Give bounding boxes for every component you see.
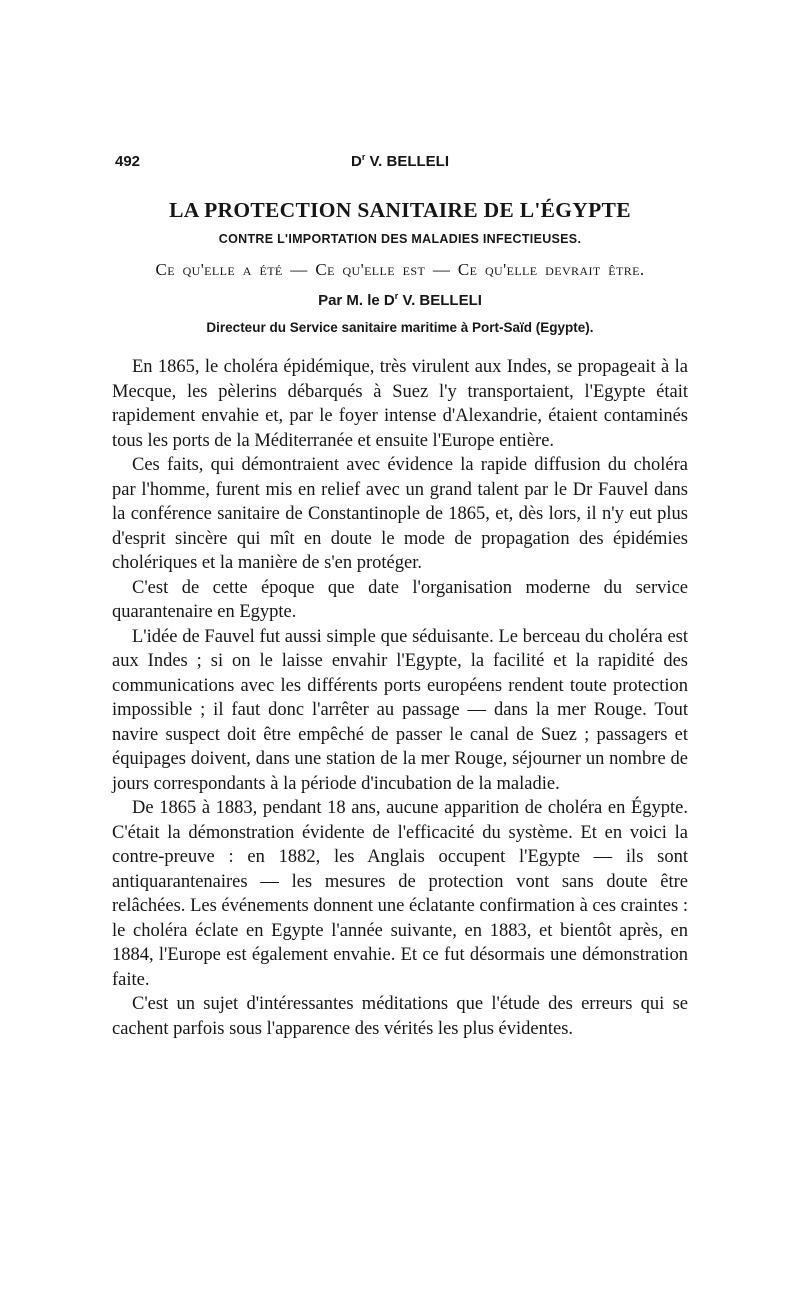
article-title: LA PROTECTION SANITAIRE DE L'ÉGYPTE (169, 198, 631, 222)
author-affiliation: Directeur du Service sanitaire maritime à Port-Saïd (Egypte). (206, 320, 594, 335)
article-subtitle: CONTRE L'IMPORTATION DES MALADIES INFECTIEUSES. (218, 232, 582, 246)
running-author-sup: r (361, 152, 366, 162)
article-byline (112, 292, 688, 309)
paragraph: C'est un sujet d'intéressantes méditations que l'étude des erreurs qui se cachent parfois sous l'apparence des vérités les plus évidentes. (112, 994, 688, 1039)
paragraph: L'idée de Fauvel fut aussi simple que séduisante. Le berceau du choléra est aux Indes ; si on le laisse envahir l'Egypte, la facilité et la rapidité des communications avec les différents ports européens rendent toute protection impossible ; il faut donc l'arrêter au passage — dans la mer Rouge. Tout navire suspect doit être empêché de passer le canal de Suez ; passagers et équipages doivent, dans une station de la mer Rouge, séjourner un nombre de jours correspondants à la période d'incubation de la maladie. (112, 626, 688, 794)
running-author-prefix: D (351, 153, 362, 170)
byline-name: V. BELLELI (398, 292, 482, 309)
running-author-name: V. BELLELI (365, 153, 449, 170)
page-number: 492 (115, 153, 141, 170)
running-header (112, 153, 688, 175)
paragraph: Ces faits, qui démontraient avec évidence la rapide diffusion du choléra par l'homme, furent mis en relief avec un grand talent par le Dr Fauvel dans la conférence sanitaire de Constantinople de 1865, et, dès lors, il n'y eut plus d'esprit sincère qui mît en doute le mode de propagation des épidémies cholériques et la manière de s'en protéger. (112, 455, 688, 573)
article-body (112, 355, 688, 1041)
running-author (112, 153, 688, 170)
paragraph: C'est de cette époque que date l'organisation moderne du service quarantenaire en Egypte. (112, 577, 688, 622)
byline-sup: r (394, 291, 399, 301)
article-tagline: Ce qu'elle a été — Ce qu'elle est — Ce qu'elle devrait être. (155, 260, 645, 279)
paragraph: De 1865 à 1883, pendant 18 ans, aucune apparition de choléra en Égypte. C'était la démonstration évidente de l'efficacité du système. Et en voici la contre-preuve : en 1882, les Anglais occupent l'Egypte — ils sont antiquarantenaires — les mesures de protection vont sans doute être relâchées. Les événements donnent une éclatante confirmation à ces craintes : le choléra éclate en Egypte l'année suivante, en 1883, et bientôt après, en 1884, l'Europe est également envahie. Et ce fut désormais une démonstration faite. (112, 798, 688, 990)
byline-prefix: Par M. le D (318, 292, 395, 309)
paragraph: En 1865, le choléra épidémique, très virulent aux Indes, se propageait à la Mecque, les pèlerins débarqués à Suez l'y transportaient, l'Egypte était rapidement envahie et, par le foyer intense d'Alexandrie, étaient contaminés tous les ports de la Méditerranée et ensuite l'Europe entière. (112, 357, 688, 451)
